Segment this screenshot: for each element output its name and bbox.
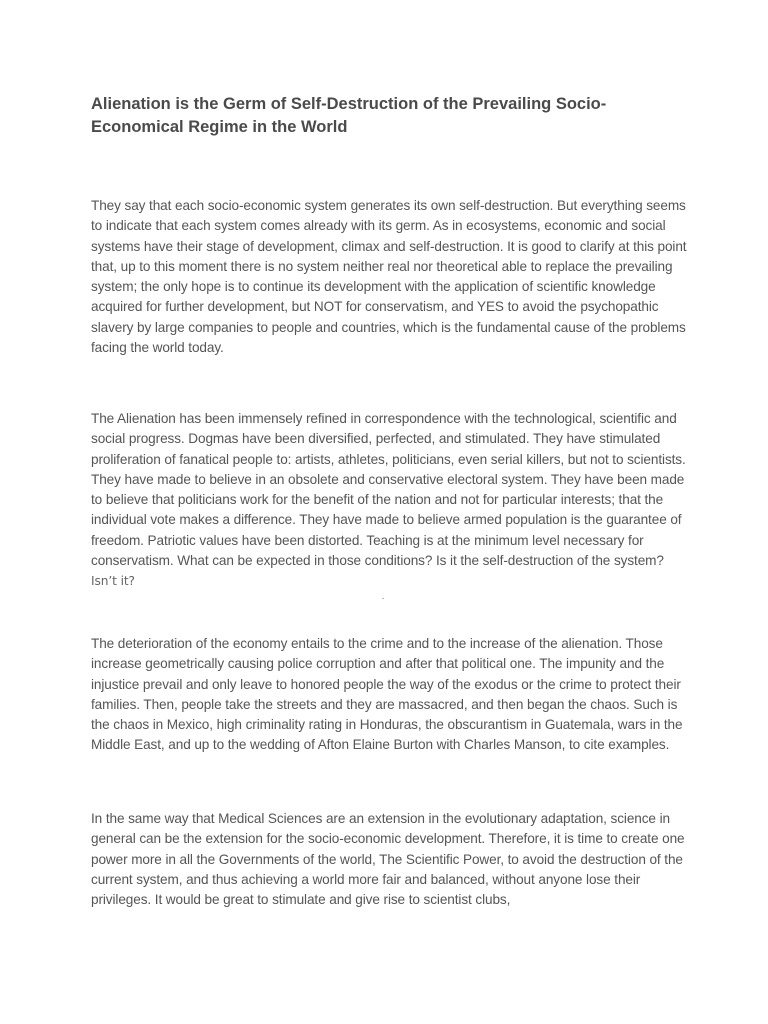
paragraph-2: [91, 409, 687, 592]
stray-mark: [382, 598, 384, 599]
paragraph-2-tail: Isn’t it?: [91, 574, 135, 589]
paragraph-3: The deterioration of the economy entails to the crime and to the increase of the alienation. Those increase geometrically causing police corruption and after that political one. The impunity and the injustice prevail and only leave to honored people the way of the exodus or the crime to protect their families. Then, people take the streets and they are massacred, and then began the chaos. Such is the chaos in Mexico, high criminality rating in Honduras, the obscurantism in Guatemala, wars in the Middle East, and up to the wedding of Afton Elaine Burton with Charles Manson, to cite examples.: [91, 636, 683, 753]
document-title: Alienation is the Germ of Self-Destruction of the Prevailing Socio-Economical Regime in the World: [91, 95, 607, 136]
paragraph-1: They say that each socio-economic system generates its own self-destruction. But everything seems to indicate that each system comes already with its germ. As in ecosystems, economic and social systems have their stage of development, climax and self-destruction. It is good to clarify at this point that, up to this moment there is no system neither real nor theoretical able to replace the prevailing system; the only hope is to continue its development with the application of scientific knowledge acquired for further development, but NOT for conservatism, and YES to avoid the psychopathic slavery by large companies to people and countries, which is the fundamental cause of the problems facing the world today.: [91, 198, 687, 356]
paragraph-4: In the same way that Medical Sciences are an extension in the evolutionary adaptation, science in general can be the extension for the socio-economic development. Therefore, it is time to create one power more in all the Governments of the world, The Scientific Power, to avoid the destruction of the current system, and thus achieving a world more fair and balanced, without anyone lose their privileges. It would be great to stimulate and give rise to scientist clubs,: [91, 811, 685, 908]
paragraph-2-body: The Alienation has been immensely refined in correspondence with the technological, scientific and social progress. Dogmas have been diversified, perfected, and stimulated. They have stimulated proliferation of fanatical people to: artists, athletes, politicians, even serial killers, but not to scientists. They have made to believe in an obsolete and conservative electoral system. They have been made to believe that politicians work for the benefit of the nation and not for particular interests; that the individual vote makes a difference. They have made to believe armed population is the guarantee of freedom. Patriotic values have been distorted. Teaching is at the minimum level necessary for conservatism. What can be expected in those conditions? Is it the self-destruction of the system?: [91, 411, 686, 569]
